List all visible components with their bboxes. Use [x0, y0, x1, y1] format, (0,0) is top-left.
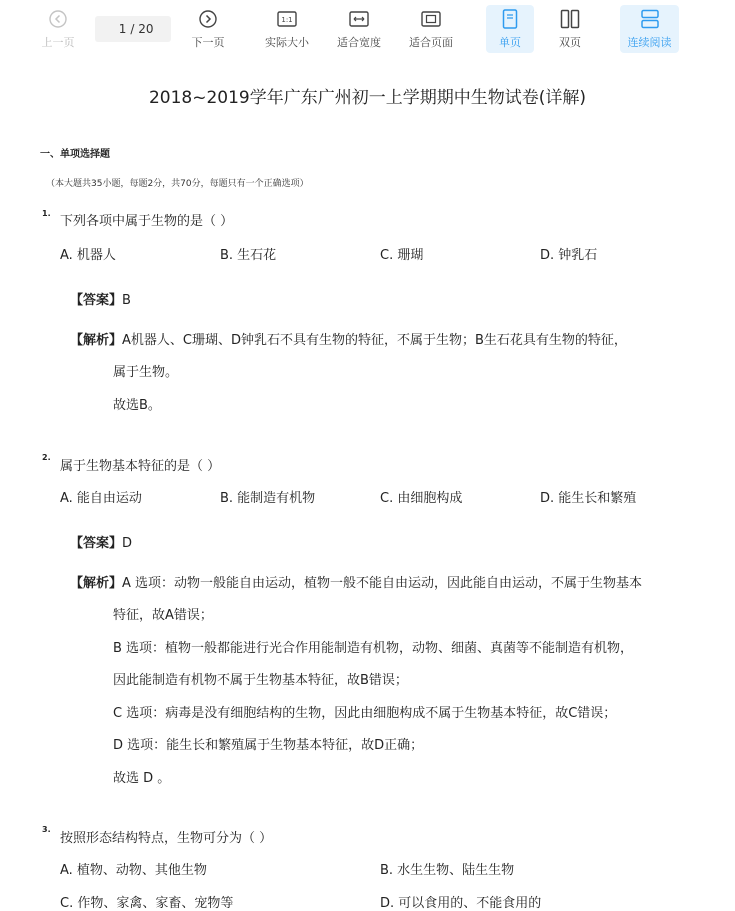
continuous-reading-label: 连续阅读 — [627, 36, 672, 49]
prev-page-button[interactable] — [36, 5, 80, 53]
answer-line — [70, 532, 132, 551]
chevron-left-circle-icon — [49, 7, 67, 31]
document-page — [0, 58, 735, 910]
fit-page-button[interactable] — [404, 5, 458, 53]
double-page-icon — [560, 7, 580, 31]
question-number: 3. — [42, 825, 51, 834]
answer-line — [70, 289, 131, 308]
page-indicator — [95, 16, 171, 42]
option-a: A. 机器人 — [60, 248, 116, 263]
explanation-text: 属于生物。 — [113, 365, 179, 380]
answer-value: D — [122, 536, 133, 551]
prev-page-label: 上一页 — [41, 36, 75, 49]
option-c: C. 珊瑚 — [380, 248, 424, 263]
explanation-text: B 选项：植物一般都能进行光合作用能制造有机物，动物、细菌、真菌等不能制造有机物， — [113, 641, 634, 656]
option-b: B. 生石花 — [220, 248, 277, 263]
explanation-text: C 选项：病毒是没有细胞结构的生物，因此由细胞构成不属于生物基本特征，故C错误； — [113, 706, 617, 721]
continuous-reading-icon — [640, 7, 660, 31]
section-note: （本大题共35小题，每题2分，共70分，每题只有一个正确选项） — [46, 179, 309, 189]
question-text: 属于生物基本特征的是（ ） — [60, 459, 221, 474]
option-d: D. 可以食用的、不能食用的 — [380, 896, 542, 911]
option-b: B. 能制造有机物 — [220, 491, 316, 506]
single-page-icon — [502, 7, 518, 31]
fit-width-icon — [349, 7, 369, 31]
actual-size-icon — [277, 7, 297, 31]
answer-value: B — [122, 293, 131, 308]
double-page-button[interactable] — [548, 5, 592, 53]
explanation-text: A 选项：动物一般能自由运动，植物一般不能自由运动，因此能自由运动，不属于生物基本 — [122, 576, 643, 591]
fit-width-label: 适合宽度 — [337, 36, 381, 49]
option-a: A. 植物、动物、其他生物 — [60, 863, 207, 878]
answer-label: 【答案】 — [70, 293, 123, 308]
answer-label: 【答案】 — [70, 536, 123, 551]
question-text: 下列各项中属于生物的是（ ） — [60, 214, 234, 229]
explanation-text: D 选项：能生长和繁殖属于生物基本特征，故D正确； — [113, 738, 424, 753]
fit-page-label: 适合页面 — [409, 36, 453, 49]
question-text: 按照形态结构特点，生物可分为（ ） — [60, 831, 273, 846]
option-c: C. 由细胞构成 — [380, 491, 463, 506]
document-title: 2018~2019学年广东广州初一上学期期中生物试卷(详解) — [148, 88, 587, 108]
single-page-button[interactable] — [486, 5, 534, 53]
explanation-text: 故选 D 。 — [113, 771, 171, 786]
question-number: 1. — [42, 209, 51, 218]
explanation-text: A机器人、C珊瑚、D钟乳石不具有生物的特征，不属于生物；B生石花具有生物的特征， — [122, 333, 627, 348]
explanation-text: 故选B。 — [113, 398, 161, 413]
explanation-line — [70, 572, 642, 591]
explanation-label: 【解析】 — [70, 576, 123, 591]
svg-text:1:1: 1:1 — [281, 16, 293, 24]
next-page-button[interactable] — [186, 5, 230, 53]
option-a: A. 能自由运动 — [60, 491, 142, 506]
continuous-reading-button[interactable] — [620, 5, 679, 53]
question-number: 2. — [42, 453, 51, 462]
actual-size-button[interactable] — [258, 5, 316, 53]
explanation-line — [70, 329, 627, 348]
option-b: B. 水生生物、陆生生物 — [380, 863, 515, 878]
next-page-label: 下一页 — [191, 36, 225, 49]
fit-page-icon — [421, 7, 441, 31]
explanation-text: 因此能制造有机物不属于生物基本特征，故B错误； — [113, 673, 408, 688]
page-number-input[interactable] — [112, 22, 126, 36]
fit-width-button[interactable] — [332, 5, 386, 53]
viewer-toolbar — [0, 0, 735, 58]
option-d: D. 能生长和繁殖 — [540, 491, 637, 506]
double-page-label: 双页 — [559, 36, 581, 49]
section-heading: 一、单项选择题 — [40, 149, 110, 160]
explanation-label: 【解析】 — [70, 333, 123, 348]
option-c: C. 作物、家禽、家畜、宠物等 — [60, 896, 234, 911]
actual-size-label: 实际大小 — [265, 36, 309, 49]
explanation-text: 特征，故A错误； — [113, 608, 213, 623]
single-page-label: 单页 — [499, 36, 521, 49]
option-d: D. 钟乳石 — [540, 248, 598, 263]
page-total: / 20 — [130, 22, 154, 36]
chevron-right-circle-icon — [199, 7, 217, 31]
